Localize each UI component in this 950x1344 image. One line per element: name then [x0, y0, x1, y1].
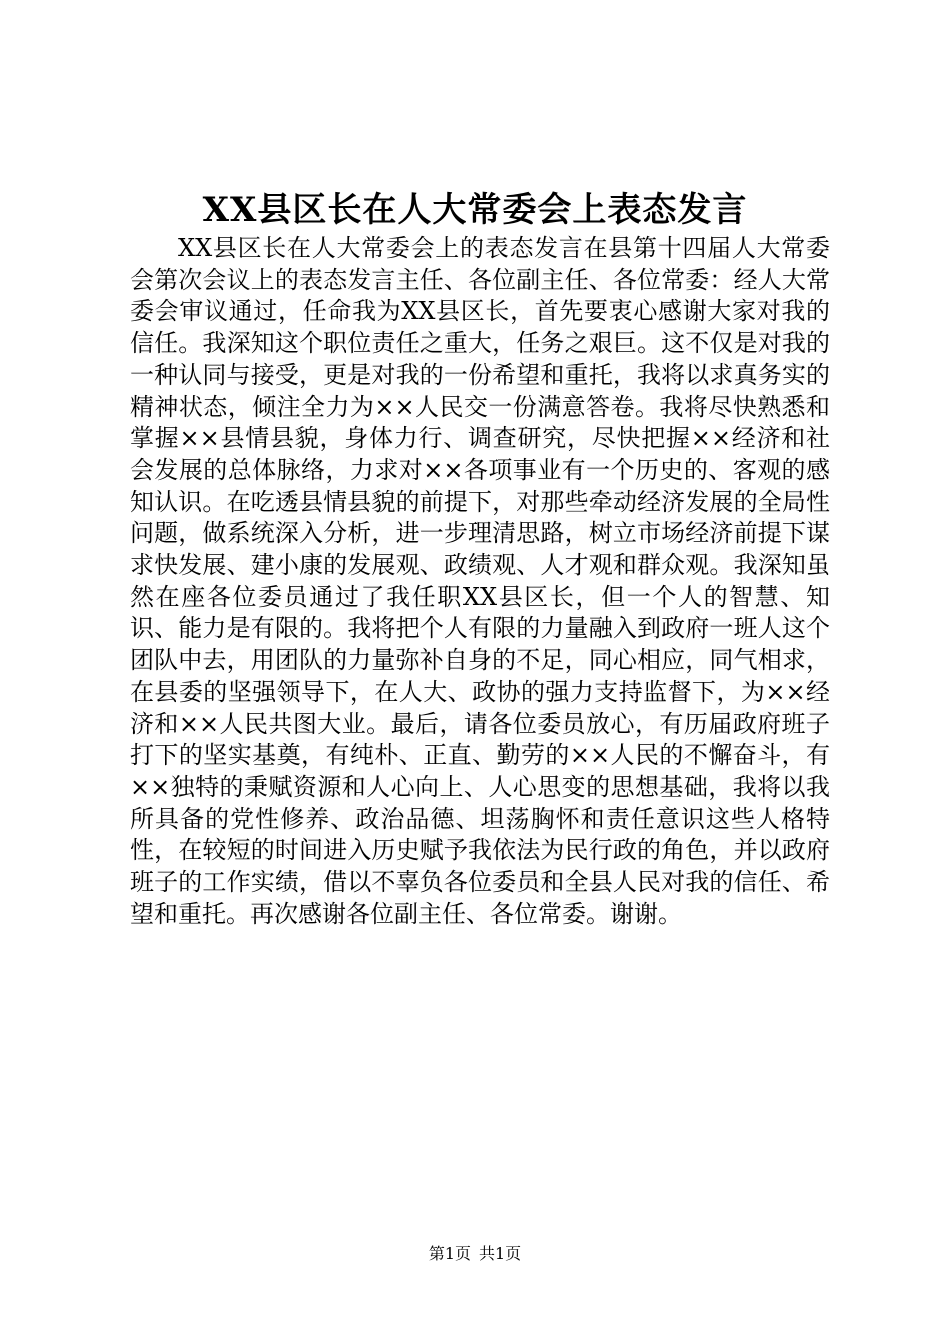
- page-number: 第1页: [428, 1244, 471, 1263]
- page-footer: [0, 1243, 950, 1265]
- page-total: 共1页: [479, 1244, 522, 1263]
- document-body: XX县区长在人大常委会上的表态发言在县第十四届人大常委会第次会议上的表态发言主任、各位副主任、各位常委：经人大常委会审议通过，任命我为XX县区长，首先要衷心感谢大家对我的信任。我深知这个职位责任之重大，任务之艰巨。这不仅是对我的一种认同与接受，更是对我的一份希望和重托，我将以求真务实的精神状态，倾注全力为××人民交一份满意答卷。我将尽快熟悉和掌握××县情县貌，身体力行、调查研究，尽快把握××经济和社会发展的总体脉络，力求对××各项事业有一个历史的、客观的感知认识。在吃透县情县貌的前提下，对那些牵动经济发展的全局性问题，做系统深入分析，进一步理清思路，树立市场经济前提下谋求快发展、建小康的发展观、政绩观、人才观和群众观。我深知虽然在座各位委员通过了我任职XX县区长，但一个人的智慧、知识、能力是有限的。我将把个人有限的力量融入到政府一班人这个团队中去，用团队的力量弥补自身的不足，同心相应，同气相求，在县委的坚强领导下，在人大、政协的强力支持监督下，为××经济和××人民共图大业。最后，请各位委员放心，有历届政府班子打下的坚实基奠，有纯朴、正直、勤劳的××人民的不懈奋斗，有××独特的秉赋资源和人心向上、人心思变的思想基础，我将以我所具备的党性修养、政治品德、坦荡胸怀和责任意识这些人格特性，在较短的时间进入历史赋予我依法为民行政的角色，并以政府班子的工作实绩，借以不辜负各位委员和全县人民对我的信任、希望和重托。再次感谢各位副主任、各位常委。谢谢。: [130, 234, 830, 928]
- document-title: XX县区长在人大常委会上表态发言: [202, 190, 748, 230]
